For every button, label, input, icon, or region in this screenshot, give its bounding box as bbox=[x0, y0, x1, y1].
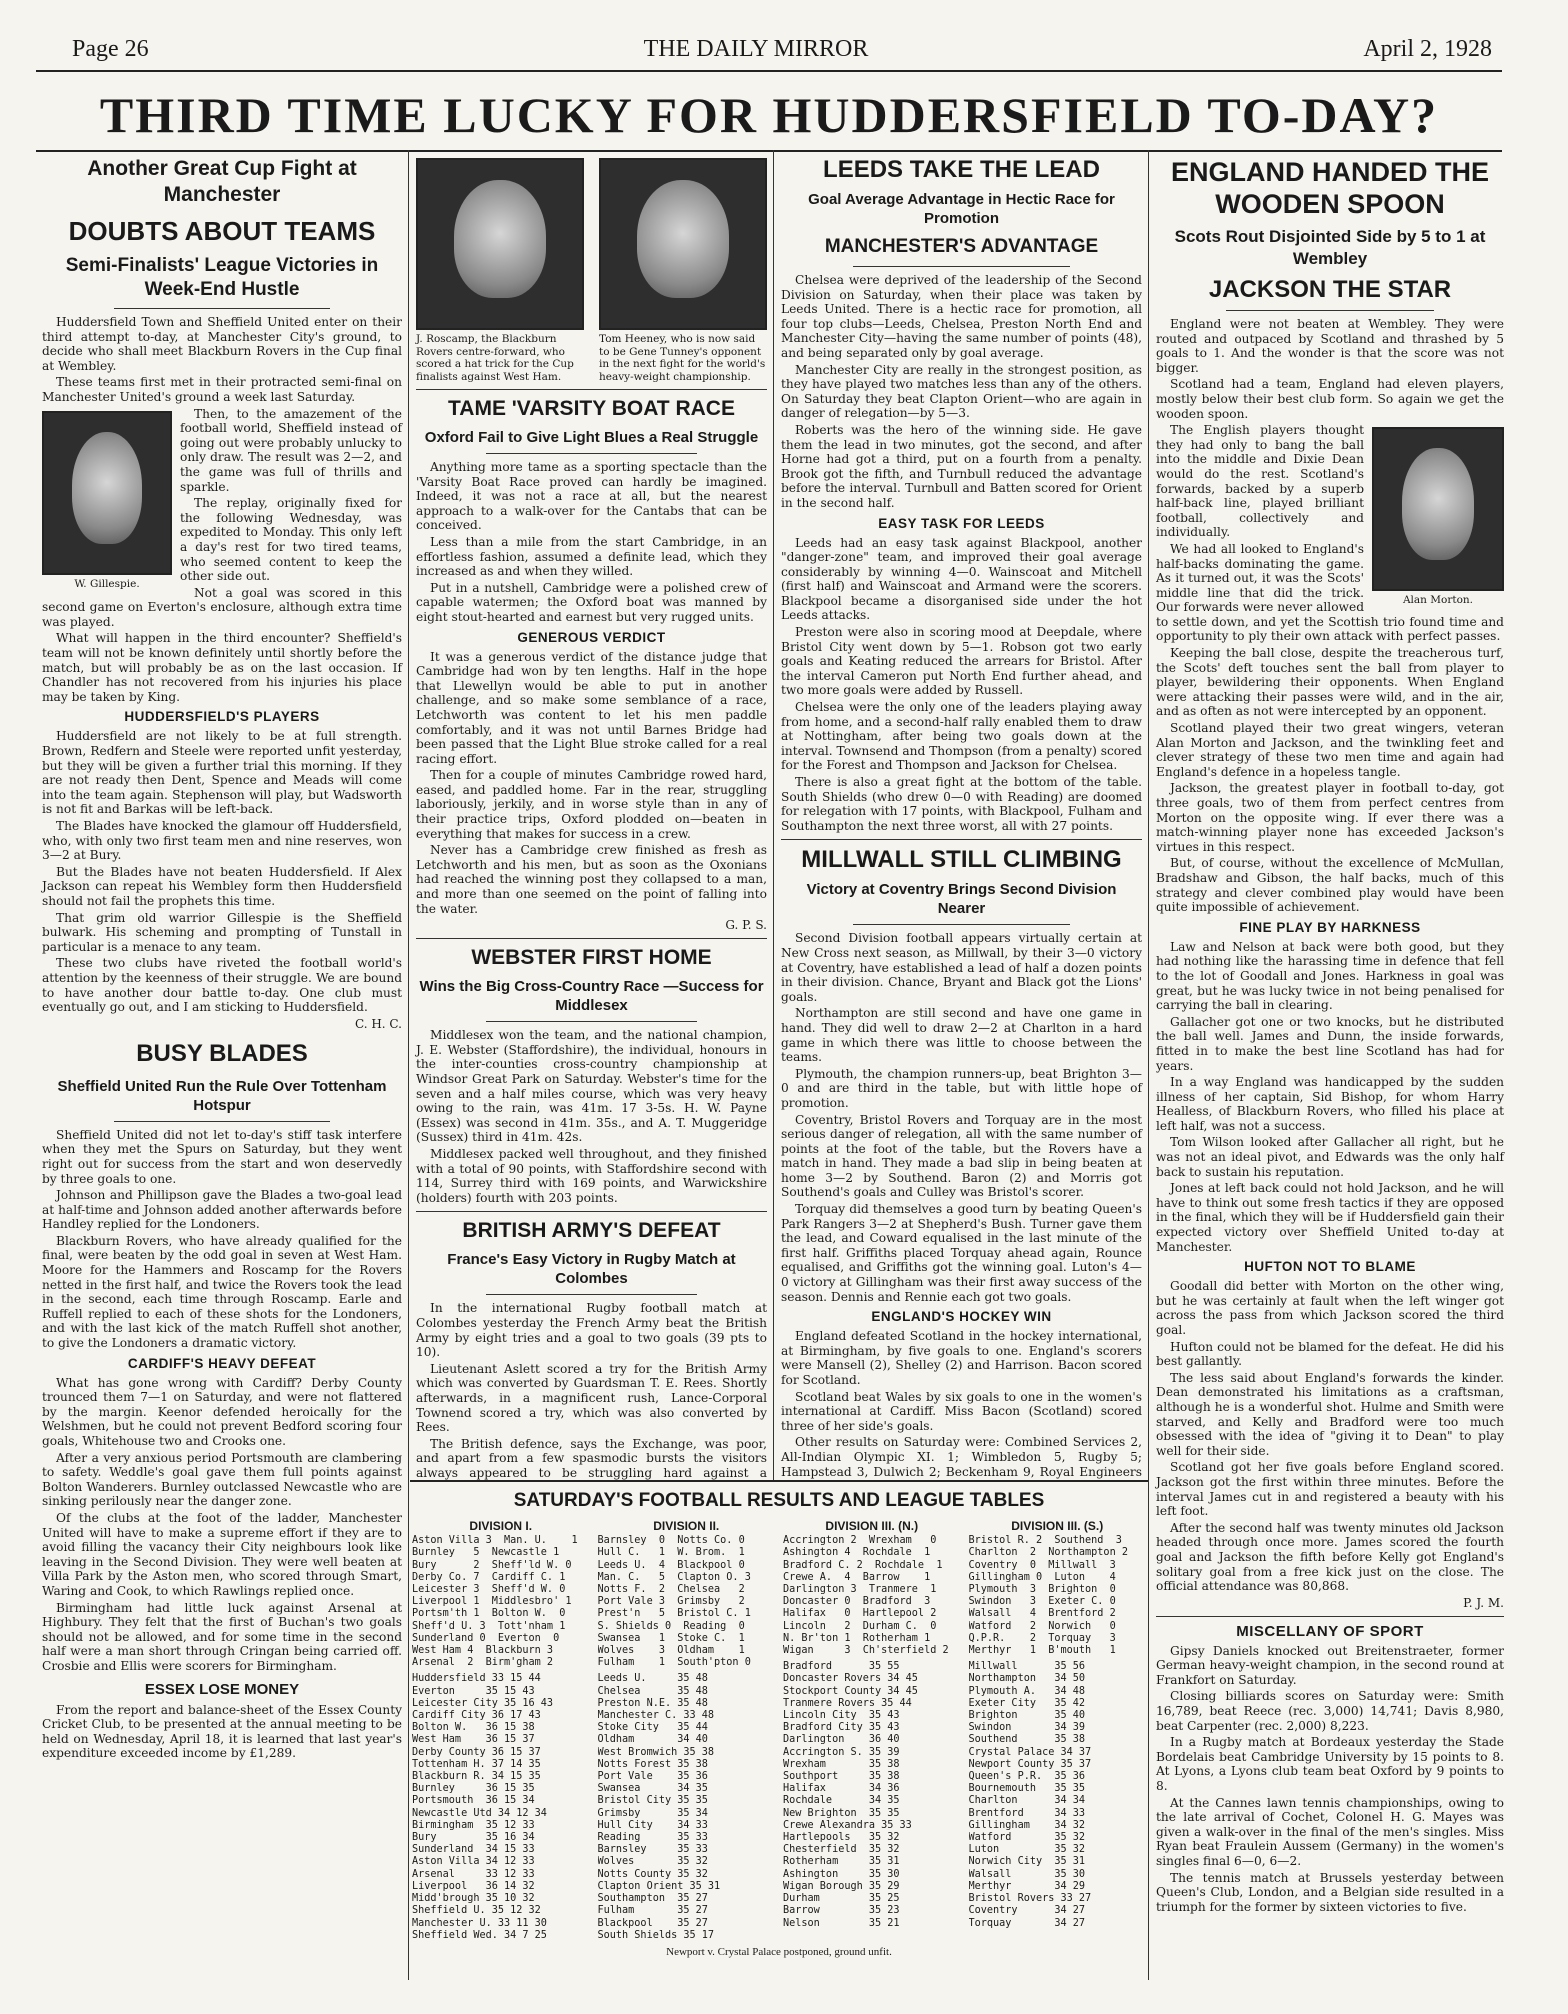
paragraph: Gipsy Daniels knocked out Breitenstraeter, former German heavy-weight champion, in the second round at Frankfort on Saturday. bbox=[1156, 1643, 1504, 1687]
result-list bbox=[598, 1535, 776, 1669]
paragraph: Jones at left back could not hold Jackson, and he will have to think out some fresh tactics if they are opposed in the final, which they will be if Huddersfield gain their expected victory over Sheffield United to-day at Manchester. bbox=[1156, 1181, 1504, 1254]
paragraph: Then, to the amazement of the football world, Sheffield instead of going out were probably unlucky to only draw. The result was 2—2, and the game was full of thrills and sparkle. bbox=[180, 406, 402, 494]
paragraph: Huddersfield Town and Sheffield United enter on their third attempt to-day, at Manchester City's ground, to decide who shall meet Blackburn Rovers in the Cup final at Wembley. bbox=[42, 315, 402, 373]
result-row: Watford 2 Norwich 0 bbox=[968, 1620, 1116, 1632]
divider bbox=[781, 839, 1142, 840]
portrait-image bbox=[1372, 427, 1504, 591]
paragraph: At the Cannes lawn tennis championships, owing to the late arrival of Cochet, Colonel H. G. Mayes was given a walk-over in the final of the men's singles. Miss Ryan beat Fraulein Aussem (Germany) in the women's singles final 6—0, 6—2. bbox=[1156, 1795, 1504, 1868]
result-row: Halifax 0 Hartlepool 2 bbox=[783, 1608, 937, 1620]
result-list bbox=[412, 1535, 590, 1669]
table-row: Crystal Palace 34 37 bbox=[968, 1746, 1092, 1758]
table-row: Sheffield Wed. 34 7 25 bbox=[412, 1929, 547, 1941]
photo-gillespie bbox=[42, 411, 172, 591]
table-row: Huddersfield 33 15 44 bbox=[412, 1673, 541, 1685]
table-row: Stockport County 34 45 bbox=[783, 1685, 918, 1697]
paragraph: Coventry, Bristol Rovers and Torquay are in the most serious danger of relegation, all with the same number of points at the foot of the table, but the Rovers have a match in hand. They made a bad slip in being beaten at home 3—2 by Southend. Baron (2) and Morris got Southend's goals and Culley was Bristol's scorer. bbox=[781, 1112, 1142, 1200]
league-table bbox=[969, 1661, 1147, 1929]
photo-roscamp bbox=[416, 158, 584, 383]
section-heading: GENEROUS VERDICT bbox=[517, 629, 666, 645]
paragraph: Leeds had an easy task against Blackpool, another "danger-zone" team, and improved their goal average considerably by winning 4—0. Wainscoat and Mitchell (first half) and Wainscoat and Armand were the scorers. Blackpool became a disorganised side under the hot Leeds attacks. bbox=[781, 535, 1142, 623]
divider bbox=[114, 308, 330, 309]
divider bbox=[416, 1211, 767, 1212]
result-row: Leeds U. 4 Blackpool 0 bbox=[597, 1559, 745, 1571]
subheadline: MANCHESTER'S ADVANTAGE bbox=[824, 236, 1099, 257]
table-row: Walsall 35 30 bbox=[968, 1868, 1086, 1880]
paragraph: What has gone wrong with Cardiff? Derby County trounced them 7—1 on Saturday, and were not flattered by the margin. Keenor defended heroically for the Welshmen, but he could not prevent Bedford scoring four goals, Whitehouse two and Crooks one. bbox=[42, 1375, 402, 1448]
result-row: Q.P.R. 2 Torquay 3 bbox=[968, 1632, 1116, 1644]
paragraph: England defeated Scotland in the hockey international, at Birmingham, by five goals to one. England's scorers were Mansell (2), Shelley (2) and Harrison. Bacon scored for Scotland. bbox=[781, 1329, 1142, 1387]
result-row: Sheff'd U. 3 Tott'nham 1 bbox=[412, 1620, 566, 1632]
paragraph: Scotland beat Wales by six goals to one in the women's international at Cardiff. Miss Bacon (Scotland) scored three of her side's goals. bbox=[781, 1389, 1142, 1433]
paragraph: Northampton are still second and have one game in hand. They did well to draw 2—2 at Charlton in a hard game in which there was little to choose between the teams. bbox=[781, 1006, 1142, 1065]
table-row: Watford 35 32 bbox=[968, 1832, 1086, 1844]
paragraph: The tennis match at Brussels yesterday between Queen's Club, London, and a Belgian side resulted in a triumph for the former by sixteen victories to five. bbox=[1156, 1870, 1504, 1914]
table-row: Plymouth A. 34 48 bbox=[968, 1685, 1086, 1697]
table-row: Northampton 34 50 bbox=[968, 1673, 1086, 1685]
subheadline: Goal Average Advantage in Hectic Race for Promotion bbox=[808, 191, 1115, 227]
subheadline: Victory at Coventry Brings Second Division Nearer bbox=[806, 881, 1117, 918]
table-row: Bristol City 35 35 bbox=[597, 1795, 708, 1807]
headline: BRITISH ARMY'S DEFEAT bbox=[462, 1219, 721, 1243]
table-row: Chelsea 35 48 bbox=[597, 1685, 708, 1697]
paragraph: Huddersfield are not likely to be at full strength. Brown, Redfern and Steele were reported unfit yesterday, but they will be given a further trial this morning. If they are not ready then Dent, Spence and Meads will come into the team again. Stephenson will play, but Wadsworth is not fit and Barkas will be left-back. bbox=[42, 729, 402, 817]
table-row: Birmingham 35 12 33 bbox=[412, 1819, 535, 1831]
paragraph: There is also a great fight at the bottom of the table. South Shields (who drew 0—0 with Reading) are doomed for relegation with 17 points, with Blackpool, Fulham and Southampton the next three worst, all with 27 points. bbox=[781, 775, 1142, 833]
result-row: Hull C. 1 W. Brom. 1 bbox=[597, 1547, 745, 1559]
table-row: Bradford 35 55 bbox=[783, 1661, 900, 1673]
table-row: Bournemouth 35 35 bbox=[968, 1783, 1086, 1795]
result-row: Gillingham 0 Luton 4 bbox=[968, 1571, 1116, 1583]
result-row: Fulham 1 South'pton 0 bbox=[597, 1657, 751, 1669]
table-row: Clapton Orient 35 31 bbox=[597, 1880, 721, 1892]
table-row: Wigan Borough 35 29 bbox=[783, 1880, 900, 1892]
paragraph: Birmingham had little luck against Arsenal at Highbury. They felt that the first of Buchan's two goals should not be allowed, and for some time in the second half were a man short through Cringan being carried off. Crosbie and Ellis were scorers for Birmingham. bbox=[42, 1600, 402, 1673]
subheadline: Wins the Big Cross-Country Race —Success for Middlesex bbox=[419, 978, 764, 1015]
divider bbox=[1226, 310, 1435, 311]
subheadline: Oxford Fail to Give Light Blues a Real Struggle bbox=[424, 429, 759, 446]
paragraph: Scotland played their two great wingers, veteran Alan Morton and Jackson, and the twinkling feet and clever strategy of these two men time and again had England's defence in a hopeless tangle. bbox=[1156, 721, 1504, 779]
paragraph: Johnson and Phillipson gave the Blades a two-goal lead at half-time and Johnson added another afterwards before Handley replied for the Londoners. bbox=[42, 1188, 402, 1232]
result-row: Lincoln 2 Durham C. 0 bbox=[783, 1620, 937, 1632]
division-1-column bbox=[412, 1520, 590, 1942]
table-row: Blackpool 35 27 bbox=[597, 1917, 708, 1929]
headline: MILLWALL STILL CLIMBING bbox=[801, 846, 1122, 874]
table-row: Arsenal 33 12 33 bbox=[412, 1868, 535, 1880]
result-row: Plymouth 3 Brighton 0 bbox=[968, 1584, 1116, 1596]
paragraph: Blackburn Rovers, who have already qualified for the final, were beaten by the odd goal in seven at West Ham. Moore for the Hammers and Roscamp for the Rovers netted in the first half, and twice the Rovers took the lead in the second, each time through Roscamp. Earle and Ruffell replied to each of these shots for the Londoners, and with the last kick of the match Ruffell shot another, to give the Londoners a dramatic victory. bbox=[42, 1233, 402, 1351]
issue-date: April 2, 1928 bbox=[1363, 35, 1492, 62]
table-row: Norwich City 35 31 bbox=[968, 1856, 1086, 1868]
table-row: Wolves 35 32 bbox=[597, 1856, 708, 1868]
table-row: Oldham 34 40 bbox=[597, 1734, 708, 1746]
headline: LEEDS TAKE THE LEAD bbox=[823, 156, 1100, 183]
paper-title: THE DAILY MIRROR bbox=[643, 35, 869, 62]
portrait-image bbox=[599, 158, 767, 330]
paragraph: The English players thought they had only to bang the ball into the middle and Dixie Dean would do the rest. Scotland's forwards, backed by a superb half-back line, played brilliant football, collectively and individually. bbox=[1156, 423, 1364, 540]
table-row: Brentford 34 33 bbox=[968, 1807, 1086, 1819]
paragraph: These teams first met in their protracted semi-final on Manchester United's ground a week last Saturday. bbox=[42, 375, 402, 404]
subheadline: Sheffield United Run the Rule Over Tottenham Hotspur bbox=[57, 1077, 387, 1114]
divider bbox=[486, 1021, 697, 1022]
paragraph: England were not beaten at Wembley. They were routed and outpaced by Scotland and thrashed by 5 goals to 1. And the wonder is that the score was not bigger. bbox=[1156, 317, 1504, 375]
paragraph: Torquay did themselves a good turn by beating Queen's Park Rangers 3—2 at Shepherd's Bush. Turner gave them the lead, and Coward equalised in the last minute of the first half. Griffiths placed Torquay ahead again, Rounce equalised, and Griffiths got the winning goal. Luton's 4—0 victory at Gillingham was their first away success of the season. Dennis and Rennie each got two goals. bbox=[781, 1202, 1142, 1304]
table-row: Manchester C. 33 48 bbox=[597, 1710, 715, 1722]
portrait-image bbox=[42, 411, 172, 575]
table-row: Newcastle Utd 34 12 34 bbox=[412, 1807, 547, 1819]
table-row: Notts Forest 35 38 bbox=[597, 1758, 708, 1770]
paragraph: Middlesex packed well throughout, and they finished with a total of 90 points, with Staffordshire second with 114, Surrey third with 169 points, and Warwickshire (holders) fourth with 203 points. bbox=[416, 1146, 767, 1205]
result-row: Swindon 3 Exeter C. 0 bbox=[968, 1596, 1116, 1608]
section-heading: EASY TASK FOR LEEDS bbox=[878, 515, 1045, 531]
table-row: Portsmouth 36 15 34 bbox=[412, 1795, 535, 1807]
result-row: Charlton 2 Northampton 2 bbox=[968, 1547, 1128, 1559]
table-row: Charlton 34 34 bbox=[968, 1795, 1086, 1807]
table-row: Grimsby 35 34 bbox=[597, 1807, 708, 1819]
table-row: Barrow 35 23 bbox=[783, 1905, 900, 1917]
table-row: Fulham 35 27 bbox=[597, 1905, 708, 1917]
photo-row bbox=[416, 158, 767, 383]
result-row: Barnsley 0 Notts Co. 0 bbox=[597, 1535, 745, 1547]
table-row: Swindon 34 39 bbox=[968, 1722, 1086, 1734]
paragraph: Roberts was the hero of the winning side. He gave them the lead in two minutes, got the second, and after Horne had got a third, put on a fourth from a penalty. Brook got the fifth, and Turnbull reduced the advantage before the interval. Turnbull and Batten scored for Orient in the second half. bbox=[781, 422, 1142, 510]
table-row: Hull City 34 33 bbox=[597, 1819, 708, 1831]
results-section bbox=[412, 1482, 1146, 2008]
photo-caption: W. Gillespie. bbox=[74, 577, 140, 590]
masthead-rule bbox=[36, 70, 1502, 72]
table-row: Swansea 34 35 bbox=[597, 1783, 708, 1795]
table-row: New Brighton 35 35 bbox=[783, 1807, 900, 1819]
division-heading: DIVISION III. (N.) bbox=[825, 1519, 919, 1533]
result-row: Prest'n 5 Bristol C. 1 bbox=[597, 1608, 751, 1620]
paragraph: Sheffield United did not let to-day's stiff task interfere when they met the Spurs on Saturday, but they went right out for success from the start and won deservedly by three goals to one. bbox=[42, 1127, 402, 1186]
league-table bbox=[783, 1661, 961, 1929]
headline: WEBSTER FIRST HOME bbox=[471, 946, 712, 970]
paragraph: Chelsea were deprived of the leadership of the Second Division on Saturday, when their place was taken by Leeds United. There is a hectic race for promotion, all four top clubs—Leeds, Chelsea, Preston North End and Manchester City—having the same number of points (48), and being separated only by goal average. bbox=[781, 273, 1142, 360]
result-row: Accrington 2 Wrexham 0 bbox=[783, 1535, 937, 1547]
table-row: Blackburn R. 34 15 35 bbox=[412, 1771, 541, 1783]
photo-caption: J. Roscamp, the Blackburn Rovers centre-forward, who scored a hat trick for the Cup finalists against West Ham. bbox=[416, 333, 574, 383]
result-row: Arsenal 2 Birm'gham 2 bbox=[412, 1657, 554, 1669]
divider bbox=[486, 453, 697, 454]
section-heading: HUDDERSFIELD'S PLAYERS bbox=[124, 709, 320, 725]
result-row: N. Br'ton 1 Rotherham 1 bbox=[783, 1632, 931, 1644]
section-heading: MISCELLANY OF SPORT bbox=[1236, 1622, 1424, 1640]
paragraph: Keeping the ball close, despite the treacherous turf, the Scots' deft touches sent the ball from player to player, bewildering their opponents. When England were attacking their passes were wild, and in the air, and as often as not were intercepted by an opponent. bbox=[1156, 646, 1504, 719]
paragraph: The less said about England's forwards the kinder. Dean demonstrated his limitations as a craftsman, although he is a wonderful shot. Hulme and Smith were starved, and Kelly and Bradford were too much obsessed with the idea of "giving it to Dean" to play well for their side. bbox=[1156, 1370, 1504, 1458]
subheadline: Semi-Finalists' League Victories in Week-End Hustle bbox=[65, 255, 379, 300]
result-row: Swansea 1 Stoke C. 1 bbox=[597, 1632, 745, 1644]
portrait-image bbox=[416, 158, 584, 330]
table-row: Aston Villa 34 12 33 bbox=[412, 1856, 535, 1868]
result-row: Merthyr 1 B'mouth 1 bbox=[968, 1645, 1116, 1657]
table-row: Millwall 35 56 bbox=[968, 1661, 1086, 1673]
table-row: Tranmere Rovers 35 44 bbox=[783, 1697, 912, 1709]
paragraph: In the international Rugby football match at Colombes yesterday the French Army beat the British Army by eight tries and a goal to two goals (39 pts to 10). bbox=[416, 1301, 767, 1360]
table-row: Tottenham H. 37 14 35 bbox=[412, 1758, 541, 1770]
results-title: SATURDAY'S FOOTBALL RESULTS AND LEAGUE TABLES bbox=[513, 1490, 1045, 1511]
result-row: Leicester 3 Sheff'd W. 0 bbox=[412, 1584, 566, 1596]
division-heading: DIVISION II. bbox=[653, 1519, 720, 1533]
table-row: Lincoln City 35 43 bbox=[783, 1710, 900, 1722]
masthead bbox=[72, 34, 1492, 64]
table-row: Preston N.E. 35 48 bbox=[597, 1697, 708, 1709]
headline: Another Great Cup Fight at Manchester bbox=[87, 157, 357, 206]
table-row: Sunderland 34 15 33 bbox=[412, 1844, 535, 1856]
paragraph: But the Blades have not beaten Huddersfield. If Alex Jackson can repeat his Wembley form then Huddersfield should not fail the prophets this time. bbox=[42, 864, 402, 908]
table-row: Derby County 36 15 37 bbox=[412, 1746, 541, 1758]
table-row: Exeter City 35 42 bbox=[968, 1697, 1086, 1709]
headline: BUSY BLADES bbox=[136, 1039, 308, 1067]
section-heading: FINE PLAY BY HARKNESS bbox=[1239, 919, 1421, 935]
paragraph: After the second half was twenty minutes old Jackson headed through once more. James scored the fourth goal and Jackson the fifth before Kelly got England's solitary goal from a free kick just on the close. The official attendance was 80,868. bbox=[1156, 1520, 1504, 1594]
table-row: Stoke City 35 44 bbox=[597, 1722, 708, 1734]
table-row: Bolton W. 36 15 38 bbox=[412, 1722, 535, 1734]
table-row: Ashington 35 30 bbox=[783, 1868, 900, 1880]
table-row: Chesterfield 35 32 bbox=[783, 1844, 900, 1856]
column-england bbox=[1150, 150, 1510, 2010]
paragraph: But, of course, without the excellence of McMullan, Bradshaw and Gibson, the half backs, much of this strategy and clever combined play would have been quite impossible of achievement. bbox=[1156, 856, 1504, 915]
page-number: Page 26 bbox=[72, 35, 149, 62]
division-3s-column bbox=[969, 1520, 1147, 1942]
table-row: Doncaster Rovers 34 45 bbox=[783, 1673, 918, 1685]
column-leeds bbox=[775, 150, 1148, 1480]
paragraph: Law and Nelson at back were both good, but they had nothing like the harassing time in defence that fell to the lot of Goodall and Jones. Harkness in goal was great, but he was lucky twice in not being penalised for carrying the ball in clearing. bbox=[1156, 939, 1504, 1013]
paragraph: After a very anxious period Portsmouth are clambering to safety. Weddle's goal gave them full points against Bolton Wanderers. Burnley outclassed Newcastle who are sinking perilously near the danger zone. bbox=[42, 1450, 402, 1509]
paragraph: The British defence, says the Exchange, was poor, and apart from a few spasmodic bursts the visitors always appeared to be struggling hard against a bbox=[416, 1436, 767, 1480]
result-row: S. Shields 0 Reading 0 bbox=[597, 1620, 745, 1632]
table-row: Midd'brough 35 10 32 bbox=[412, 1893, 535, 1905]
table-row: Crewe Alexandra 35 33 bbox=[783, 1819, 912, 1831]
byline: G. P. S. bbox=[725, 918, 767, 933]
paragraph: In a way England was handicapped by the sudden illness of her captain, Sid Bishop, for whom Harry Healless, of Blackburn Rovers, who filled his place at left half, was not a success. bbox=[1156, 1075, 1504, 1133]
table-row: Luton 35 32 bbox=[968, 1844, 1086, 1856]
table-row: Bristol Rovers 33 27 bbox=[968, 1893, 1092, 1905]
result-row: Portsm'th 1 Bolton W. 0 bbox=[412, 1608, 566, 1620]
table-row: Gillingham 34 32 bbox=[968, 1819, 1086, 1831]
table-row: Torquay 34 27 bbox=[968, 1917, 1086, 1929]
result-row: Ashington 4 Rochdale 1 bbox=[783, 1547, 931, 1559]
table-row: Merthyr 34 29 bbox=[968, 1880, 1086, 1892]
table-row: Southport 35 38 bbox=[783, 1771, 900, 1783]
section-heading: HUFTON NOT TO BLAME bbox=[1244, 1259, 1416, 1275]
paragraph: Goodall did better with Morton on the other wing, but he was certainly at fault when the left winger got across the pass from which Jackson scored the third goal. bbox=[1156, 1279, 1504, 1337]
table-row: Everton 35 15 43 bbox=[412, 1685, 535, 1697]
table-row: Leeds U. 35 48 bbox=[597, 1673, 708, 1685]
table-row: Southampton 35 27 bbox=[597, 1893, 708, 1905]
table-row: Accrington S. 35 39 bbox=[783, 1746, 900, 1758]
table-row: Wrexham 35 38 bbox=[783, 1758, 900, 1770]
results-footnote: Newport v. Crystal Palace postponed, ground unfit. bbox=[666, 1945, 892, 1958]
paragraph: Closing billiards scores on Saturday were: Smith 16,789, beat Reece (rec. 3,000) 14,741; Davis 8,980, beat Carpenter (rec. 2,000) 8,223. bbox=[1156, 1689, 1504, 1733]
byline: C. H. C. bbox=[354, 1016, 402, 1031]
division-heading: DIVISION I. bbox=[469, 1519, 533, 1533]
table-row: Manchester U. 33 11 30 bbox=[412, 1917, 547, 1929]
result-row: Doncaster 0 Bradford 3 bbox=[783, 1596, 931, 1608]
result-row: Derby Co. 7 Cardiff C. 1 bbox=[412, 1571, 566, 1583]
paragraph: In a Rugby match at Bordeaux yesterday the Stade Bordelais beat Cambridge University by 15 points to 8. At Lyons, a Lyons club team beat Oxford by 9 points to 8. bbox=[1156, 1735, 1504, 1794]
photo-morton bbox=[1372, 427, 1504, 607]
result-row: Burnley 5 Newcastle 1 bbox=[412, 1547, 560, 1559]
league-table bbox=[412, 1673, 590, 1941]
subheadline: Scots Rout Disjointed Side by 5 to 1 at Wembley bbox=[1174, 227, 1486, 268]
paragraph: Preston were also in scoring mood at Deepdale, where Bristol City went down by 5—1. Robson got two early goals and Keating reduced the arrears for Bristol. After the interval Cameron put North End further ahead, and two more goals were added by Russell. bbox=[781, 625, 1142, 698]
table-row: Rotherham 35 31 bbox=[783, 1856, 900, 1868]
subheadline: JACKSON THE STAR bbox=[1208, 276, 1452, 303]
result-row: Notts F. 2 Chelsea 2 bbox=[597, 1584, 745, 1596]
paragraph: Jackson, the greatest player in football to-day, got three goals, two of them from perfect centres from Morton on the opposite wing. If ever there was a match-winning player none has exceeded Jackson's virtues in this respect. bbox=[1156, 781, 1504, 854]
result-row: Aston Villa 3 Man. U. 1 bbox=[412, 1535, 578, 1547]
divider bbox=[416, 389, 767, 390]
table-row: Bury 35 16 34 bbox=[412, 1832, 535, 1844]
table-row: Sheffield U. 35 12 32 bbox=[412, 1905, 541, 1917]
paragraph: The Blades have knocked the glamour off Huddersfield, who, with only two first team men and nine reserves, won 3—2 at Bury. bbox=[42, 819, 402, 863]
paragraph: Lieutenant Aslett scored a try for the British Army which was converted by Guardsman T. E. Rees. Shortly afterwards, in a magnificent rush, Lance-Corporal Townend scored a try, which was also converted by Rees. bbox=[416, 1361, 767, 1435]
divider bbox=[853, 266, 1070, 267]
headline: ESSEX LOSE MONEY bbox=[144, 1680, 300, 1698]
table-row: Durham 35 25 bbox=[783, 1893, 900, 1905]
table-row: South Shields 35 17 bbox=[597, 1929, 715, 1941]
paragraph: Then for a couple of minutes Cambridge rowed hard, eased, and paddled home. Far in the rear, struggling laboriously, jerkily, and in worse style than in any of their practice trips, Oxford plodded on—beaten in everything that makes for success in a crew. bbox=[416, 768, 767, 841]
paragraph: Never has a Cambridge crew finished as fresh as Letchworth and his men, but as soon as the Oxonians had reached the winning post they collapsed to a man, and more than one seemed on the point of falling into the water. bbox=[416, 843, 767, 916]
paragraph: Plymouth, the champion runners-up, beat Brighton 3—0 and are third in the table, but with little hope of promotion. bbox=[781, 1066, 1142, 1110]
paragraph: Scotland got her five goals before England scored. Jackson got the first within three minutes. Before the interval James cut in and registered a beauty with his left foot. bbox=[1156, 1460, 1504, 1519]
result-row: Bradford C. 2 Rochdale 1 bbox=[783, 1559, 943, 1571]
result-row: Sunderland 0 Everton 0 bbox=[412, 1632, 560, 1644]
table-row: Leicester City 35 16 43 bbox=[412, 1697, 554, 1709]
section-heading: ENGLAND'S HOCKEY WIN bbox=[871, 1309, 1052, 1325]
banner-headline: THIRD TIME LUCKY FOR HUDDERSFIELD TO-DAY? bbox=[99, 87, 1439, 143]
headline: TAME 'VARSITY BOAT RACE bbox=[448, 397, 735, 420]
subheadline: France's Easy Victory in Rugby Match at Colombes bbox=[447, 1251, 736, 1288]
column-huddersfield bbox=[36, 150, 408, 2010]
divider bbox=[853, 924, 1070, 925]
result-row: Crewe A. 4 Barrow 1 bbox=[783, 1571, 931, 1583]
table-row: Bradford City 35 43 bbox=[783, 1722, 900, 1734]
paragraph: The replay, originally fixed for the following Wednesday, was expedited to Monday. This only left a day's rest for two tired teams, who seemed content to keep the other side out. bbox=[180, 496, 402, 584]
column-rule bbox=[408, 150, 409, 1980]
paragraph: Tom Wilson looked after Gallacher all right, but he was not an ideal pivot, and Edwards was the only half back to sustain his reputation. bbox=[1156, 1135, 1504, 1179]
table-row: Coventry 34 27 bbox=[968, 1905, 1086, 1917]
table-row: Nelson 35 21 bbox=[783, 1917, 900, 1929]
paragraph: Anything more tame as a sporting spectacle than the 'Varsity Boat Race proved can hardly be imagined. Indeed, it was not a race at all, but the nearest approach to a walk-over for the Cantabs that can be conceived. bbox=[416, 460, 767, 533]
table-row: Burnley 36 15 35 bbox=[412, 1783, 535, 1795]
table-row: Reading 35 33 bbox=[597, 1832, 708, 1844]
table-row: Port Vale 35 36 bbox=[597, 1771, 708, 1783]
division-2-column bbox=[598, 1520, 776, 1942]
result-row: Wolves 3 Oldham 1 bbox=[597, 1645, 745, 1657]
result-row: Liverpool 1 Middlesbro' 1 bbox=[412, 1596, 572, 1608]
results-grid bbox=[412, 1520, 1146, 1942]
paragraph: Less than a mile from the start Cambridge, in an effortless fashion, assumed a definite lead, which they increased as and when they willed. bbox=[416, 534, 767, 579]
result-row: Walsall 4 Brentford 2 bbox=[968, 1608, 1116, 1620]
table-row: Queen's P.R. 35 36 bbox=[968, 1771, 1086, 1783]
result-row: Darlington 3 Tranmere 1 bbox=[783, 1584, 937, 1596]
paragraph: Middlesex won the team, and the national champion, J. E. Webster (Staffordshire), the individual, honours in the inter-counties cross-country championship at Windsor Great Park on Saturday. Webster's time for the seven and a half miles course, which was very heavy owing to the rain, was 41m. 17 3-5s. H. W. Payne (Essex) was second in 41m. 35s., and A. T. Muggeridge (Sussex) third in 41m. 42s. bbox=[416, 1028, 767, 1145]
result-row: Coventry 0 Millwall 3 bbox=[968, 1559, 1116, 1571]
table-row: Southend 35 38 bbox=[968, 1734, 1086, 1746]
photo-caption: Tom Heeney, who is now said to be Gene Tunney's opponent in the next fight for the world's heavy-weight championship. bbox=[599, 333, 766, 383]
paragraph: From the report and balance-sheet of the Essex County Cricket Club, to be presented at the annual meeting to be held on Wednesday, April 18, it is learned that last year's expenditure exceeded income by £1,289. bbox=[42, 1702, 402, 1761]
section-heading: CARDIFF'S HEAVY DEFEAT bbox=[127, 1355, 317, 1371]
table-row: Newport County 35 37 bbox=[968, 1758, 1092, 1770]
result-list bbox=[969, 1535, 1147, 1657]
byline: P. J. M. bbox=[1463, 1595, 1504, 1610]
paragraph: What will happen in the third encounter? Sheffield's team will not be known definitely until shortly before the match, but will probably be as on the last occasion. If Chandler has not recovered from his injuries his place may be taken by King. bbox=[42, 631, 402, 704]
paragraph: Gallacher got one or two knocks, but he distributed the ball well. James and Dunn, the inside forwards, fitted in to make the best line Scotland has had for years. bbox=[1156, 1014, 1504, 1073]
paragraph: That grim old warrior Gillespie is the Sheffield bulwark. His scheming and prompting of Tunstall in particular is a menace to any team. bbox=[42, 910, 402, 954]
paragraph: Manchester City are really in the strongest position, as they have played two matches less than any of the others. On Saturday they beat Clapton Orient—who are again in danger of relegation—by 5—3. bbox=[781, 362, 1142, 421]
result-row: Bury 2 Sheff'ld W. 0 bbox=[412, 1559, 572, 1571]
table-row: West Bromwich 35 38 bbox=[597, 1746, 715, 1758]
division-heading: DIVISION III. (S.) bbox=[1011, 1519, 1104, 1533]
paragraph: Put in a nutshell, Cambridge were a polished crew of capable watermen; the Oxford boat was manned by eight stout-hearted and earnest but very rugged units. bbox=[416, 580, 767, 624]
column-boat-race bbox=[410, 150, 773, 1480]
division-3n-column bbox=[783, 1520, 961, 1942]
table-row: Liverpool 36 14 32 bbox=[412, 1880, 535, 1892]
table-row: West Ham 36 15 37 bbox=[412, 1734, 535, 1746]
result-row: Wigan 3 Ch'sterfield 2 bbox=[783, 1645, 949, 1657]
paragraph: It was a generous verdict of the distance judge that Cambridge had won by ten lengths. Half in the hope that Llewellyn would be able to put in another challenge, and so make some semblance of a race, Letchworth was content to let his men paddle comfortably, and it was not until Barnes Bridge had been passed that the Light Blue stroke called for a real racing effort. bbox=[416, 649, 767, 766]
paragraph: We had all looked to England's half-backs dominating the game. As it turned out, it was the Scots' middle line that did the trick. Our forwards were never allowed to settle down, and yet the Scottish trio found time and opportunity to ply their own attack with perfect passes. bbox=[1156, 541, 1504, 644]
divider bbox=[1156, 1616, 1504, 1617]
result-row: Port Vale 3 Grimsby 2 bbox=[597, 1596, 745, 1608]
headline: DOUBTS ABOUT TEAMS bbox=[68, 216, 376, 246]
table-row: Rochdale 34 35 bbox=[783, 1795, 900, 1807]
paragraph: Of the clubs at the foot of the ladder, Manchester United will have to make a supreme effort if they are to avoid filling the vacancy their City neighbours look like leaving in the Second Division. They were well beaten at Villa Park by the Aston men, who scored through Smart, Waring and Cook, to which Rawlings replied once. bbox=[42, 1510, 402, 1598]
result-list bbox=[783, 1535, 961, 1657]
result-row: Man. C. 5 Clapton O. 3 bbox=[597, 1571, 751, 1583]
table-row: Notts County 35 32 bbox=[597, 1868, 708, 1880]
paragraph: Scotland had a team, England had eleven players, mostly below their best club form. So again we get the wooden spoon. bbox=[1156, 377, 1504, 421]
paragraph: Chelsea were the only one of the leaders playing away from home, and a second-half rally enabled them to draw at Nottingham, after being two goals down at the interval. Townsend and Thompson (from a penalty) scored for the Forest and Thompson and Jackson for Chelsea. bbox=[781, 700, 1142, 773]
divider bbox=[114, 1121, 330, 1122]
column-rule bbox=[1148, 150, 1149, 1980]
divider bbox=[486, 1294, 697, 1295]
paragraph: Not a goal was scored in this second game on Everton's enclosure, although extra time was played. bbox=[42, 585, 402, 629]
divider bbox=[416, 938, 767, 939]
table-row: Barnsley 35 33 bbox=[597, 1844, 708, 1856]
paragraph: Second Division football appears virtually certain at New Cross next season, as Millwall, by their 3—0 victory at Coventry, have established a lead of half a dozen points in their division. Chance, Bryant and Black got the Lions' goals. bbox=[781, 931, 1142, 1004]
league-table bbox=[598, 1673, 776, 1941]
paragraph: Other results on Saturday were: Combined Services 2, All-Indian Olympic XI. 1; Wimbledon 5, Rugby 5; Hampstead 3, Dulwich 2; Beckenham 9, Royal Engineers bbox=[781, 1435, 1142, 1479]
table-row: Darlington 36 40 bbox=[783, 1734, 900, 1746]
column-rule bbox=[773, 150, 774, 1482]
table-row: Hartlepools 35 32 bbox=[783, 1832, 900, 1844]
paragraph: Hufton could not be blamed for the defeat. He did his best gallantly. bbox=[1156, 1339, 1504, 1369]
table-row: Brighton 35 40 bbox=[968, 1710, 1086, 1722]
paragraph: These two clubs have riveted the football world's attention by the keenness of their struggle. We are bound to have another dour battle to-day. One club must eventually go out, and I am sticking to Huddersfield. bbox=[42, 956, 402, 1015]
result-row: West Ham 4 Blackburn 3 bbox=[412, 1645, 554, 1657]
headline: ENGLAND HANDED THE WOODEN SPOON bbox=[1170, 157, 1489, 219]
result-row: Bristol R. 2 Southend 3 bbox=[968, 1535, 1122, 1547]
photo-caption: Alan Morton. bbox=[1402, 594, 1474, 607]
table-row: Cardiff City 36 17 43 bbox=[412, 1710, 541, 1722]
photo-heeney bbox=[599, 158, 767, 383]
table-row: Halifax 34 36 bbox=[783, 1783, 900, 1795]
